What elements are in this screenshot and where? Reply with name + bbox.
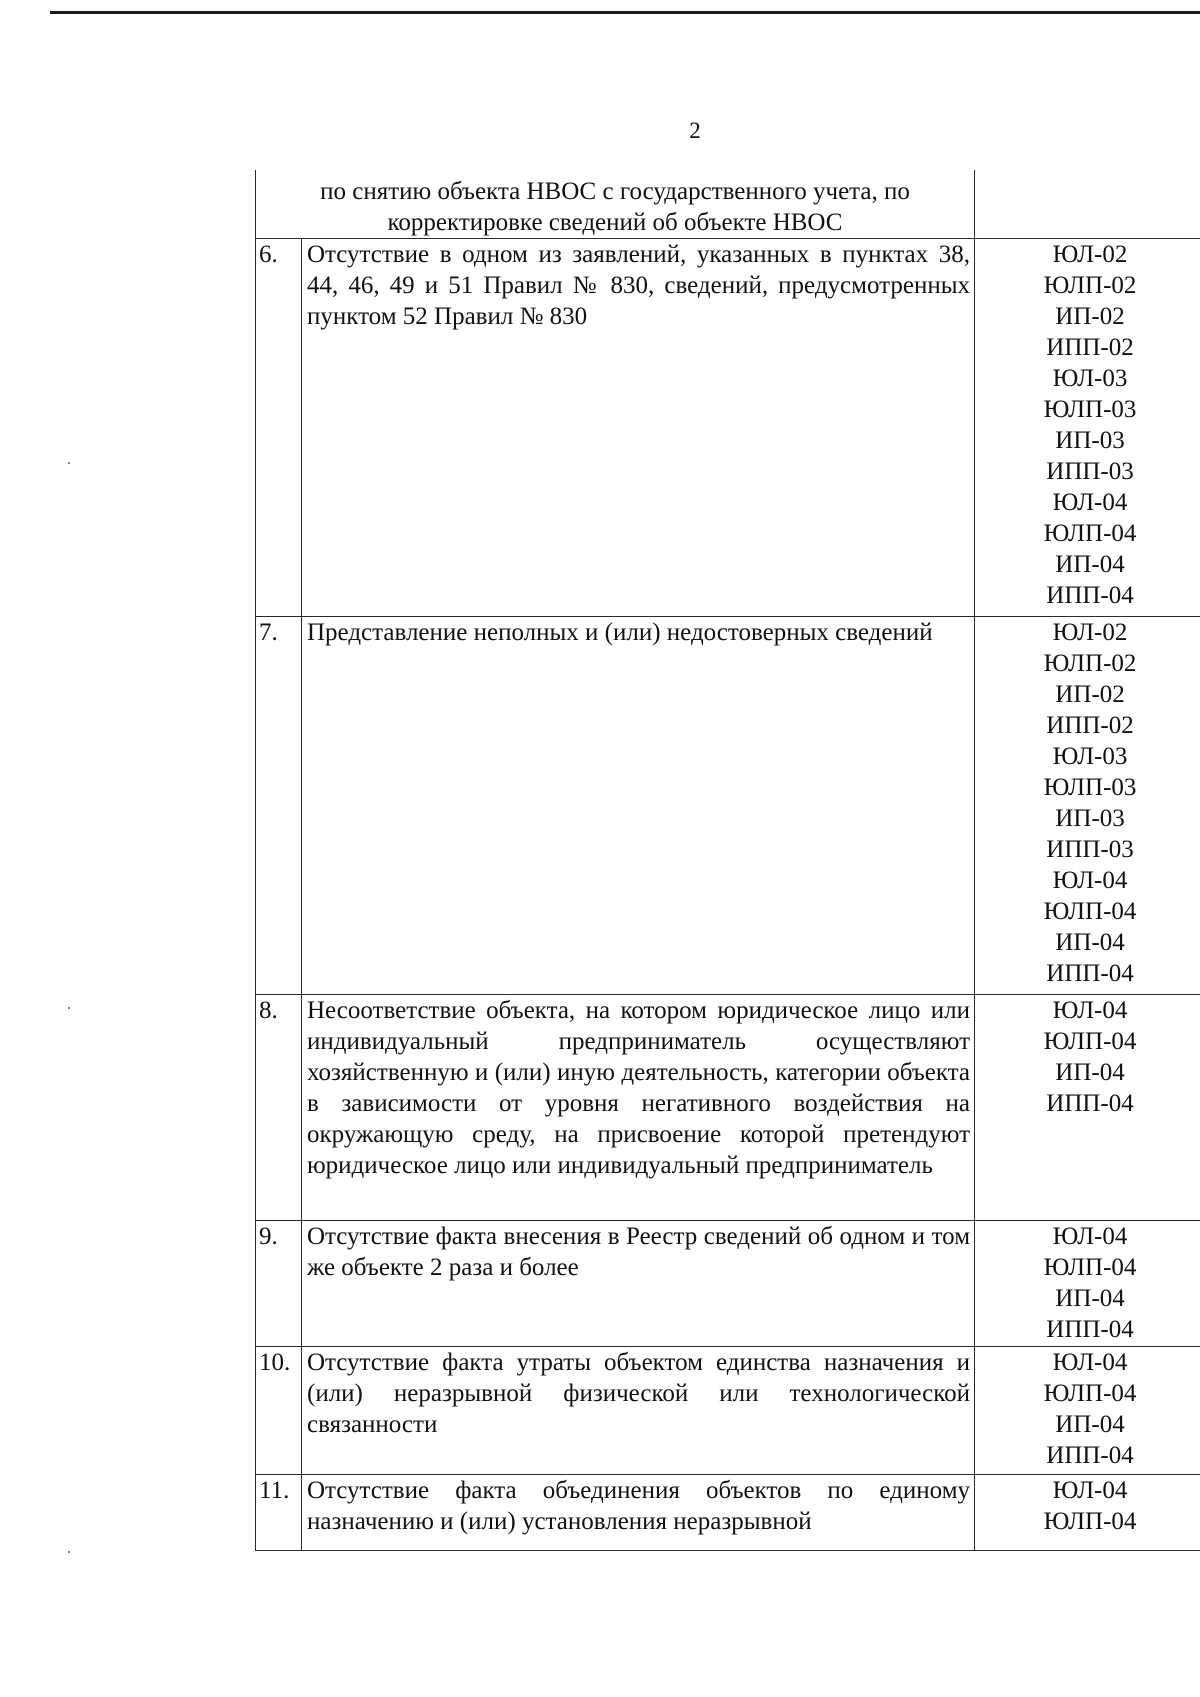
table-row <box>256 1347 1200 1475</box>
form-code: ЮЛ-03 <box>1052 365 1128 392</box>
form-code: ЮЛ-04 <box>1052 867 1128 894</box>
form-code: ИП-04 <box>1055 1285 1125 1312</box>
form-code: ЮЛ-04 <box>1052 1223 1128 1250</box>
form-code: ИПП-04 <box>1046 960 1134 987</box>
form-code: ЮЛ-04 <box>1052 997 1128 1024</box>
form-code: ЮЛП-04 <box>1043 520 1137 547</box>
form-code: ИПП-02 <box>1046 712 1134 739</box>
form-code: ЮЛ-04 <box>1052 489 1128 516</box>
row-description: Отсутствие факта объединения объектов по единому назначению и (или) установления неразрывной <box>302 1475 975 1551</box>
row-description: Отсутствие факта утраты объектом единства назначения и (или) неразрывной физической или технологической связанности <box>302 1347 975 1475</box>
form-code: ЮЛП-03 <box>1043 774 1137 801</box>
requirements-table <box>255 170 1200 1551</box>
page-number: 2 <box>689 118 701 143</box>
form-code: ЮЛ-02 <box>1052 241 1128 268</box>
form-code: ЮЛП-04 <box>1043 1380 1137 1407</box>
form-code: ИПП-03 <box>1046 836 1134 863</box>
form-code: ЮЛП-02 <box>1043 650 1137 677</box>
row-description: Отсутствие в одном из заявлений, указанных в пунктах 38, 44, 46, 49 и 51 Правил № 830, сведений, предусмотренных пунктом 52 Правил № 830 <box>302 239 975 617</box>
row-form-codes <box>975 995 1200 1221</box>
form-code: ЮЛП-04 <box>1043 1028 1137 1055</box>
row-form-codes <box>975 1347 1200 1475</box>
form-code: ЮЛП-02 <box>1043 272 1137 299</box>
row-description: Представление неполных и (или) недостоверных сведений <box>302 617 975 995</box>
form-code: ИПП-04 <box>1046 1316 1134 1343</box>
form-code: ЮЛ-03 <box>1052 743 1128 770</box>
form-code: ЮЛП-04 <box>1043 1254 1137 1281</box>
form-code: ИПП-04 <box>1046 1090 1134 1117</box>
form-code: ИП-03 <box>1055 427 1125 454</box>
form-code: ИП-02 <box>1055 303 1125 330</box>
form-code: ИПП-02 <box>1046 334 1134 361</box>
row-number: 9. <box>256 1221 302 1347</box>
form-code: ЮЛ-04 <box>1052 1477 1128 1504</box>
form-code: ИП-04 <box>1055 1059 1125 1086</box>
section-header-blank <box>975 170 1200 239</box>
form-code: ЮЛП-04 <box>1043 898 1137 925</box>
table-row <box>256 1221 1200 1347</box>
section-header-row <box>256 170 1200 239</box>
row-form-codes <box>975 1475 1200 1551</box>
form-code: ЮЛП-04 <box>1043 1508 1137 1535</box>
row-form-codes <box>975 1221 1200 1347</box>
table-row <box>256 1475 1200 1551</box>
table-row <box>256 239 1200 617</box>
row-description: Отсутствие факта внесения в Реестр сведений об одном и том же объекте 2 раза и более <box>302 1221 975 1347</box>
form-code: ИП-04 <box>1055 1411 1125 1438</box>
row-number: 6. <box>256 239 302 617</box>
top-rule <box>50 11 1200 14</box>
section-header-text: по снятию объекта НВОС с государственного учета, по корректировке сведений об объекте НВОС <box>256 170 975 239</box>
scan-speck <box>68 462 70 464</box>
row-form-codes <box>975 617 1200 995</box>
row-number: 10. <box>256 1347 302 1475</box>
row-number: 8. <box>256 995 302 1221</box>
form-code: ИПП-03 <box>1046 458 1134 485</box>
form-code: ЮЛ-02 <box>1052 619 1128 646</box>
row-form-codes <box>975 239 1200 617</box>
form-code: ИПП-04 <box>1046 1442 1134 1469</box>
table-row <box>256 995 1200 1221</box>
form-code: ЮЛ-04 <box>1052 1349 1128 1376</box>
form-code: ИП-04 <box>1055 929 1125 956</box>
form-code: ЮЛП-03 <box>1043 396 1137 423</box>
form-code: ИП-03 <box>1055 805 1125 832</box>
scan-speck <box>68 1551 70 1553</box>
scan-speck <box>68 1007 70 1009</box>
form-code: ИП-02 <box>1055 681 1125 708</box>
row-number: 7. <box>256 617 302 995</box>
row-number: 11. <box>256 1475 302 1551</box>
form-code: ИПП-04 <box>1046 582 1134 609</box>
row-description: Несоответствие объекта, на котором юридическое лицо или индивидуальный предприниматель осуществляют хозяйственную и (или) иную деятельность, категории объекта в зависимости от уровня негативного воздействия на окружающую среду, на присвоение которой претендуют юридическое лицо или индивидуальный предприниматель <box>302 995 975 1221</box>
table-row <box>256 617 1200 995</box>
form-code: ИП-04 <box>1055 551 1125 578</box>
